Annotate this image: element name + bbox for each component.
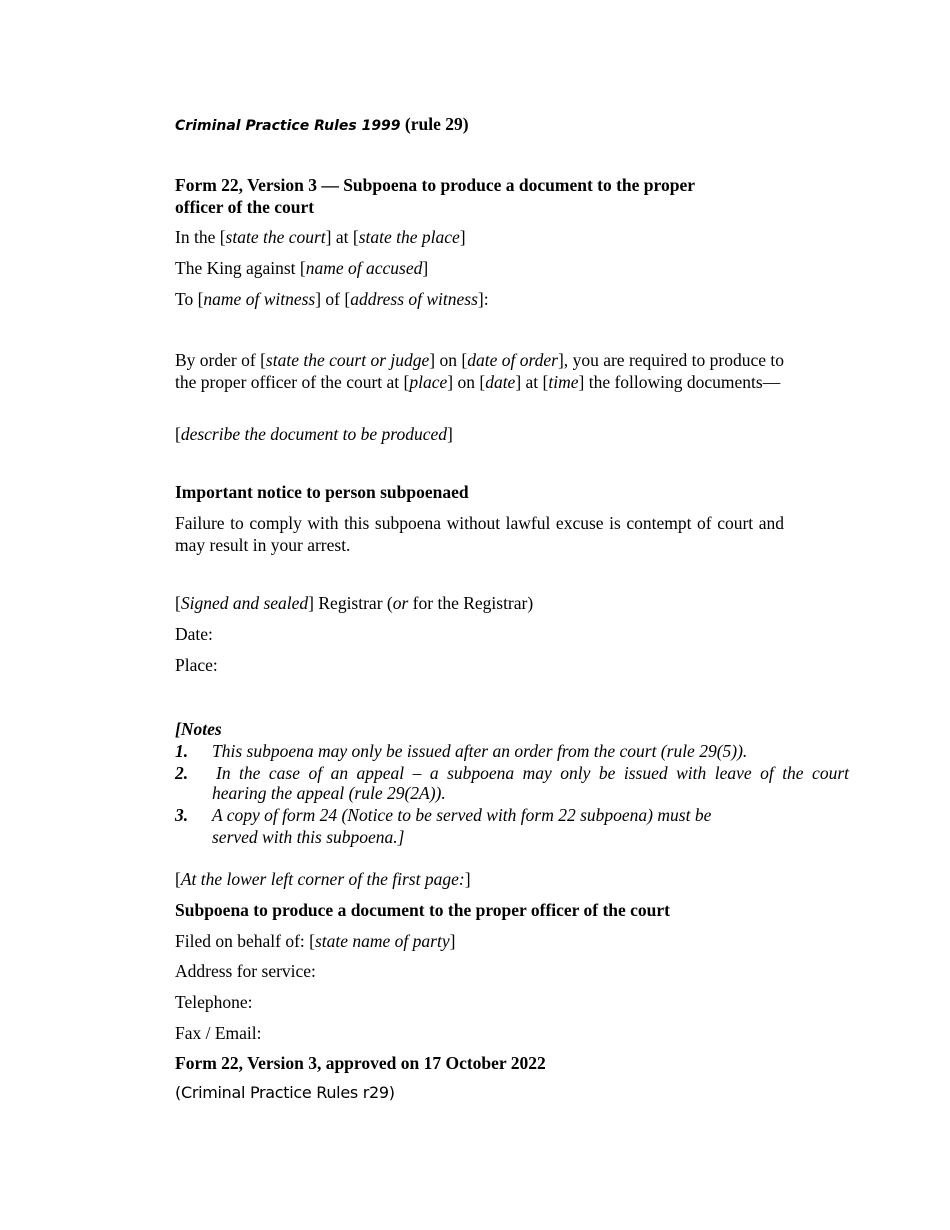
to-line-text: ]: <box>477 289 489 309</box>
case-line-text: ] <box>422 258 429 278</box>
footer-rule-reference: (Criminal Practice Rules r29) <box>175 1083 395 1102</box>
describe-document-placeholder: describe the document to be produced <box>180 424 447 444</box>
or-word: or <box>392 593 409 613</box>
place-placeholder: state the place <box>358 227 460 247</box>
rule-reference: (rule 29) <box>400 114 469 134</box>
to-line <box>175 288 489 310</box>
order-text: ] the following documents— <box>578 372 781 392</box>
describe-text: ] <box>446 424 453 444</box>
date-of-order-placeholder: date of order <box>467 350 558 370</box>
address-placeholder: address of witness <box>350 289 478 309</box>
note-3-number: 3. <box>175 805 189 825</box>
backsheet-instruction <box>175 868 471 890</box>
approved-line: Form 22, Version 3, approved on 17 October 2022 <box>175 1053 546 1073</box>
form-title-line-2: officer of the court <box>175 197 315 217</box>
order-text: ] on [ <box>447 372 486 392</box>
fax-email-label: Fax / Email: <box>175 1023 262 1043</box>
court-line <box>175 226 466 248</box>
note-3-text-line-1: A copy of form 24 (Notice to be served with form 22 subpoena) must be <box>212 805 712 825</box>
to-line-text: To [ <box>175 289 204 309</box>
order-date-placeholder: date <box>485 372 516 392</box>
notice-heading: Important notice to person subpoenaed <box>175 482 469 502</box>
date-label: Date: <box>175 624 213 644</box>
signed-sealed-placeholder: Signed and sealed <box>180 593 309 613</box>
order-text: ], you are required to produce to the proper officer of the court at [ <box>175 350 785 392</box>
instruction-text: ] <box>464 869 471 889</box>
to-line-text: ] of [ <box>315 289 351 309</box>
accused-placeholder: name of accused <box>305 258 423 278</box>
note-1-number: 1. <box>175 741 189 761</box>
notice-body: Failure to comply with this subpoena without lawful excuse is contempt of court and may result in your arrest. <box>175 513 784 555</box>
filed-on-behalf-line <box>175 930 455 952</box>
court-or-judge-placeholder: state the court or judge <box>265 350 430 370</box>
instruction-placeholder: At the lower left corner of the first page: <box>180 869 465 889</box>
order-paragraph <box>175 349 784 393</box>
case-line-text: The King against [ <box>175 258 306 278</box>
order-time-placeholder: time <box>548 372 579 392</box>
signature-text: ] Registrar ( <box>308 593 393 613</box>
order-place-placeholder: place <box>409 372 448 392</box>
order-text: ] on [ <box>429 350 468 370</box>
court-placeholder: state the court <box>225 227 326 247</box>
filed-text: ] <box>449 931 456 951</box>
court-line-text: ] at [ <box>325 227 359 247</box>
signature-line <box>175 592 533 614</box>
document-header <box>175 113 469 137</box>
party-name-placeholder: state name of party <box>314 931 450 951</box>
address-for-service-label: Address for service: <box>175 961 316 981</box>
note-2-text-line-1: In the case of an appeal – a subpoena may only be issued with leave of the court <box>216 763 849 783</box>
signature-text: [ <box>175 593 181 613</box>
signature-text: for the Registrar) <box>408 593 534 613</box>
note-2-number: 2. <box>175 763 189 783</box>
describe-text: [ <box>175 424 181 444</box>
notes-heading: [Notes <box>175 719 222 739</box>
telephone-label: Telephone: <box>175 992 253 1012</box>
court-line-text: In the [ <box>175 227 226 247</box>
case-line <box>175 257 428 279</box>
note-2-text-line-2: hearing the appeal (rule 29(2A)). <box>212 783 446 803</box>
backsheet-title: Subpoena to produce a document to the proper officer of the court <box>175 900 670 920</box>
order-text: ] at [ <box>515 372 549 392</box>
filed-text: Filed on behalf of: [ <box>175 931 315 951</box>
court-line-text: ] <box>459 227 466 247</box>
place-label: Place: <box>175 655 218 675</box>
note-1-text: This subpoena may only be issued after an order from the court (rule 29(5)). <box>212 741 748 761</box>
describe-document-line <box>175 423 453 445</box>
instruction-text: [ <box>175 869 181 889</box>
order-text: By order of [ <box>175 350 266 370</box>
witness-placeholder: name of witness <box>203 289 316 309</box>
note-3-text-line-2: served with this subpoena.] <box>212 827 405 847</box>
form-title-line-1: Form 22, Version 3 — Subpoena to produce a document to the proper <box>175 175 696 195</box>
rules-title: Criminal Practice Rules 1999 <box>175 118 401 134</box>
